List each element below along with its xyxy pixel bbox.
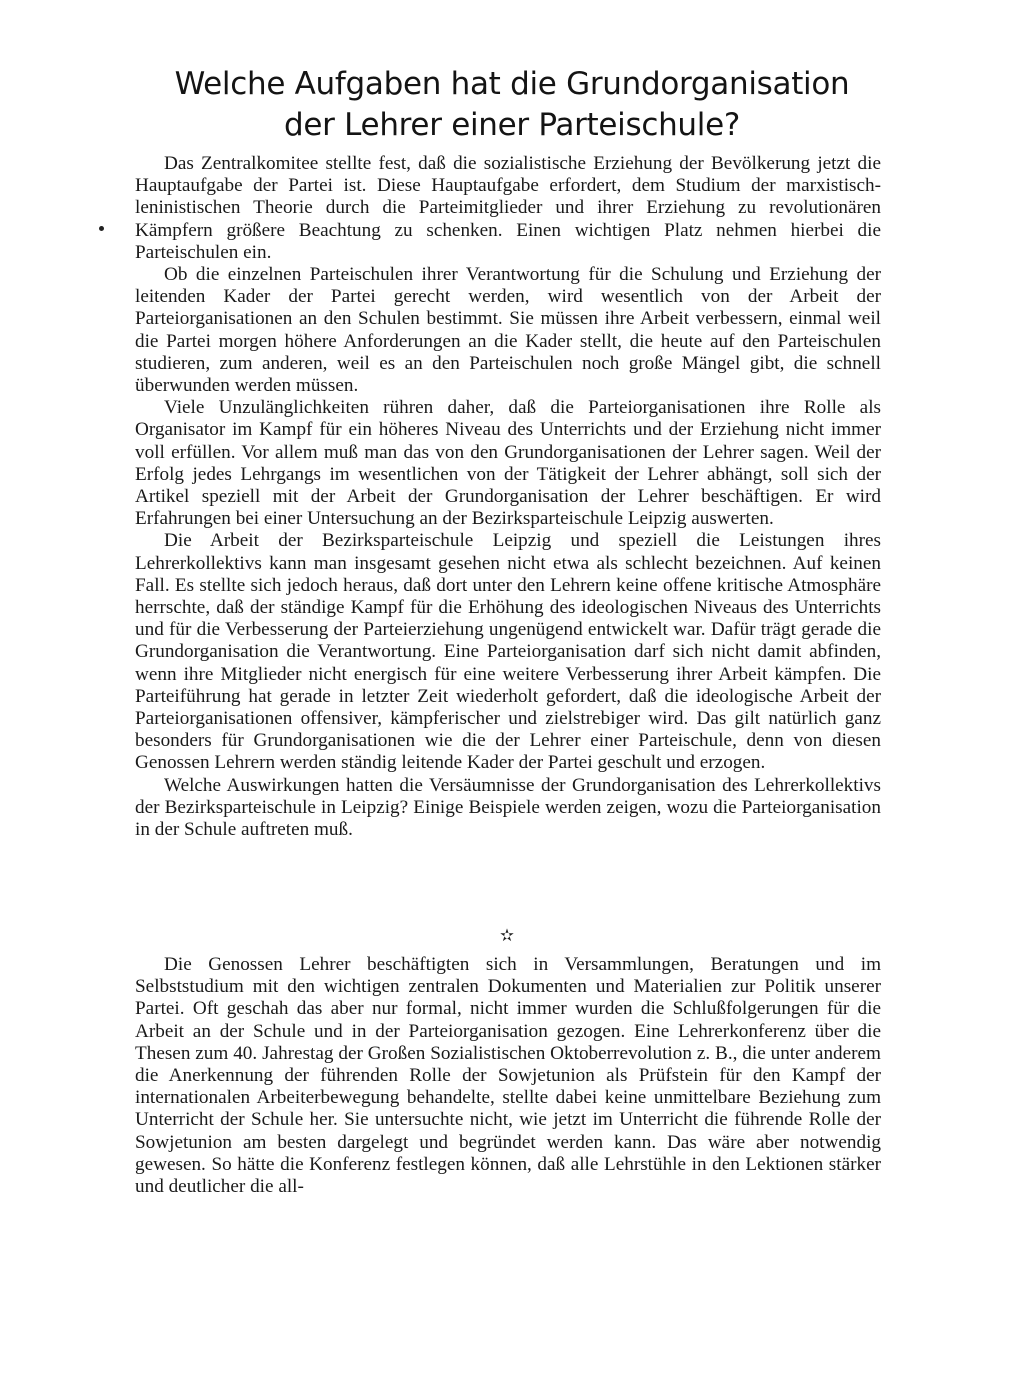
paragraph: Ob die einzelnen Parteischulen ihrer Verantwortung für die Schulung und Erziehung der leitenden Kader der Partei gerecht werden, wird wesentlich von der Arbeit der Parteiorganisationen an den Schulen bestimmt. Sie müssen ihre Arbeit verbessern, einmal weil die Partei morgen höhere Anforderungen an die Kader stellt, die heute auf den Parteischulen studieren, zum anderen, weil es an den Parteischulen noch große Mängel gibt, die schnell überwunden werden müssen. [135,264,881,397]
article-body-section-2 [135,954,881,1198]
margin-ink-mark [99,226,104,231]
article-title [120,64,904,146]
paragraph: Die Arbeit der Bezirksparteischule Leipzig und speziell die Leistungen ihres Lehrerkollektivs kann man insgesamt gesehen nicht etwa als schlecht bezeichnen. Auf keinen Fall. Es stellte sich jedoch heraus, daß dort unter den Lehrern keine offene kritische Atmosphäre herrschte, daß der ständige Kampf für die Erhöhung des ideologischen Niveaus des Unterrichts und für die Verbesserung der Parteierziehung ungenügend entwickelt war. Dafür trägt gerade die Grundorganisation die Verantwortung. Eine Parteiorganisation darf sich nicht damit abfinden, wenn ihre Mitglieder nicht energisch für eine weitere Verbesserung ihrer Arbeit kämpfen. Die Parteiführung hat gerade in letzter Zeit wiederholt gefordert, daß die ideologische Arbeit der Parteiorganisationen offensiver, kämpferischer und zielstrebiger wird. Das gilt natürlich ganz besonders für Grundorganisationen wie die der Lehrer einer Parteischule, denn von diesen Genossen Lehrern werden ständig leitende Kader der Partei geschult und erzogen. [135,530,881,774]
paragraph: Welche Auswirkungen hatten die Versäumnisse der Grundorganisation des Lehrerkollektivs der Bezirksparteischule in Leipzig? Einige Beispiele werden zeigen, wozu die Parteiorganisation in der Schule auftreten muß. [135,774,881,841]
paragraph: Viele Unzulänglichkeiten rühren daher, daß die Parteiorganisationen ihre Rolle als Organisator im Kampf für ein höheres Niveau des Unterrichts und der Erziehung nicht immer voll erfüllen. Vor allem muß man das von den Grundorganisationen der Lehrer sagen. Weil der Erfolg jedes Lehrgangs im wesentlichen von der Tätigkeit der Lehrer abhängt, soll sich der Artikel speziell mit der Arbeit der Grundorganisation der Lehrer beschäftigen. Er wird Erfahrungen bei einer Untersuchung an der Bezirksparteischule Leipzig auswerten. [135,397,881,530]
article-title-line-1: Welche Aufgaben hat die Grundorganisation [174,66,850,102]
article-body-section-1 [135,153,881,841]
article-title-line-2: der Lehrer einer Parteischule? [283,107,741,143]
paragraph: Das Zentralkomitee stellte fest, daß die sozialistische Erziehung der Bevölkerung jetzt die Hauptaufgabe der Partei ist. Diese Hauptaufgabe erfordert, dem Studium der marxistisch-leninistischen Theorie durch die Parteimitglieder und ihrer Erziehung zu revolutionären Kämpfern größere Beachtung zu schenken. Einen wichtigen Platz nehmen hierbei die Parteischulen ein. [135,153,881,263]
paragraph: Die Genossen Lehrer beschäftigten sich in Versammlungen, Beratungen und im Selbststudium mit den wichtigen zentralen Dokumenten und Materialien zur Politik unserer Partei. Oft geschah das aber nur formal, nicht immer wurden die Schlußfolgerungen für die Arbeit an der Schule und in der Parteiorganisation gezogen. Eine Lehrerkonferenz über die Thesen zum 40. Jahrestag der Großen Sozialistischen Oktoberrevolution z. B., die unter anderem die Anerkennung der führenden Rolle der Sowjetunion als Prüfstein für den Kampf der internationalen Arbeiterbewegung behandelte, stellte dabei keine unmittelbare Beziehung zum Unterricht der Schule her. Sie untersuchte nicht, wie jetzt im Unterricht die führende Rolle der Sowjetunion am besten dargelegt und begründet werden kann. Das wäre aber notwendig gewesen. So hätte die Konferenz festlegen können, daß alle Lehrstühle in den Lektionen stärker und deutlicher die all- [135,954,881,1198]
section-separator-star-icon: ✫ [499,926,515,945]
